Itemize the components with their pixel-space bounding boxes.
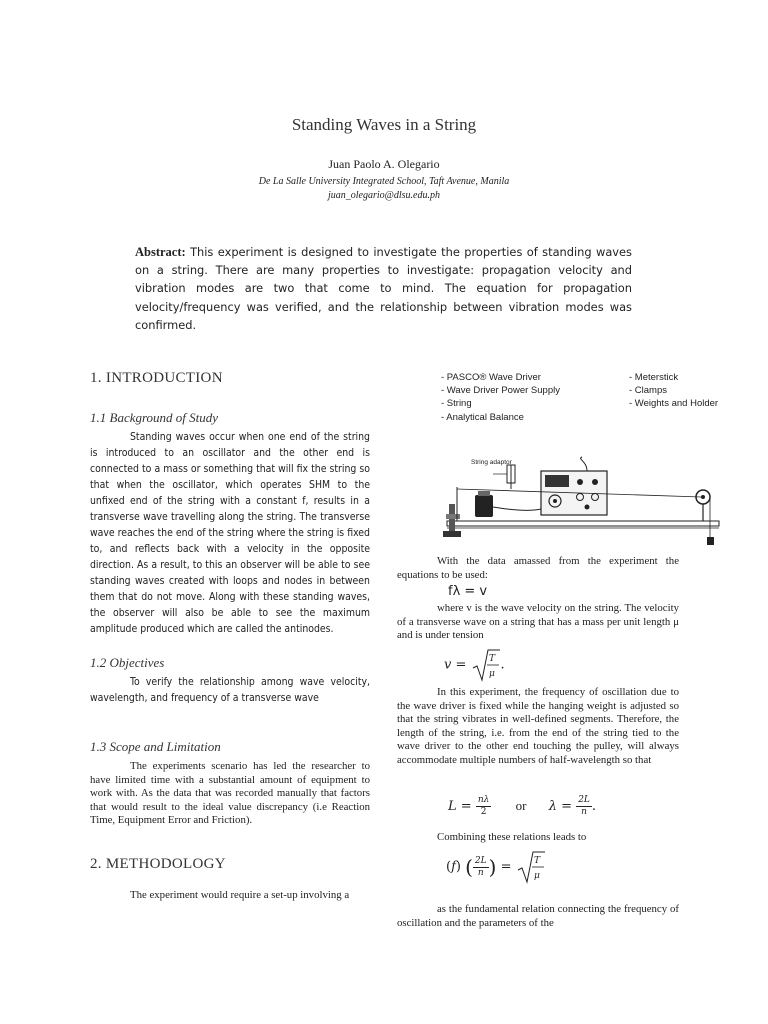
equipment-list-left — [441, 371, 621, 424]
velocity-text: where v is the wave velocity on the string. The velocity of a transverse wave on a string that has a mass per unit length μ and is under tension — [397, 602, 679, 641]
list-item: - Analytical Balance — [441, 411, 524, 423]
combining-text: Combining these relations leads to — [437, 831, 587, 843]
methodology-heading: 2. METHODOLOGY — [90, 856, 226, 872]
fundamental-relation-text: as the fundamental relation connecting the frequency of oscillation and the parameters of the — [397, 903, 679, 929]
author-name: Juan Paolo A. Olegario — [328, 157, 440, 171]
svg-text:μ: μ — [533, 871, 540, 881]
list-item: - Weights and Holder — [629, 398, 719, 410]
svg-text:μ: μ — [488, 669, 495, 679]
apparatus-figure — [437, 449, 725, 549]
paper-title: Standing Waves in a String — [291, 115, 477, 134]
figure-label: String adaptor — [471, 459, 512, 466]
sqrt-symbol — [471, 648, 501, 682]
length-equation: L = $\frac{n\lambda}{2}$ or λ = $\frac{2L}{n}$. — [448, 795, 597, 817]
list-item: - Meterstick — [629, 372, 679, 383]
scope-text: The experiments scenario has led the researcher to have limited time with a substantial amount of equipment to work with. As the data that was recorded manually that factors that would result to the ideal value discrepancy (i.e Reaction Time, Equipment Error and Friction). — [90, 760, 370, 826]
affiliation: De La Salle University Integrated School, Taft Avenue, Manila — [258, 176, 510, 187]
author-email: juan_olegario@dlsu.edu.ph — [328, 190, 440, 201]
abstract-label: Abstract: — [135, 245, 186, 259]
svg-text:T: T — [488, 654, 495, 664]
equations-intro: With the data amassed from the experiment the equations to be used: — [397, 555, 679, 581]
abstract — [135, 243, 632, 334]
list-item: - String — [441, 398, 472, 410]
velocity-equation: v = T μ . — [444, 648, 505, 682]
introduction-heading: 1. INTRODUCTION — [90, 370, 223, 386]
objectives-heading: 1.2 Objectives — [90, 655, 165, 670]
background-text: Standing waves occur when one end of the string is introduced to an oscillator and the other end is connected to a mass or something that will fix the string so that when the oscillator, which operates SHM to the unfixed end of the string with a constant f, results in a transverse wave travelling along the string. The transverse wave reaches the end of the string where the string is fixed to, and reflects back with a velocity in the opposite direction. As a result, to this an observer will be able to see standing waves created with loops and nodes in between them that do not move. Along with these standing waves, the observer will also be able to see the maximum amplitude produced which are called the antinodes. — [90, 431, 370, 635]
experiment-text: In this experiment, the frequency of oscillation due to the wave driver is fixed while the hanging weight is adjusted so that the string vibrates in well-defined segments. Therefore, the length of the string, i.e. from the end of the string tied to the wave driver to the other end touching the pulley, will always accommodate multiple numbers of half-wavelength so that — [397, 686, 679, 766]
list-item: - PASCO® Wave Driver — [441, 372, 541, 383]
combined-equation: (f) ( $\frac{2L}{n}$) = T μ — [446, 850, 546, 884]
svg-text:T: T — [533, 856, 540, 866]
background-heading: 1.1 Background of Study — [90, 410, 219, 425]
sqrt-symbol — [516, 850, 546, 884]
scope-heading: 1.3 Scope and Limitation — [90, 739, 221, 754]
equipment-list-right — [629, 371, 739, 411]
list-item: - Clamps — [629, 385, 668, 397]
or-word: or — [515, 798, 527, 813]
objectives-text: To verify the relationship among wave velocity, wavelength, and frequency of a transverse wave — [90, 676, 370, 704]
list-item: - Wave Driver Power Supply — [441, 385, 560, 397]
abstract-text: This experiment is designed to investigate the properties of standing waves on a string. There are many properties to investigate: propagation velocity and vibration modes are two that come to mind. The equation for propagation velocity/frequency was verified, and the relationship between vibration modes was confirmed. — [135, 245, 632, 332]
equation-wave: fλ = v — [448, 584, 488, 599]
methodology-text: The experiment would require a set-up involving a — [130, 889, 350, 901]
